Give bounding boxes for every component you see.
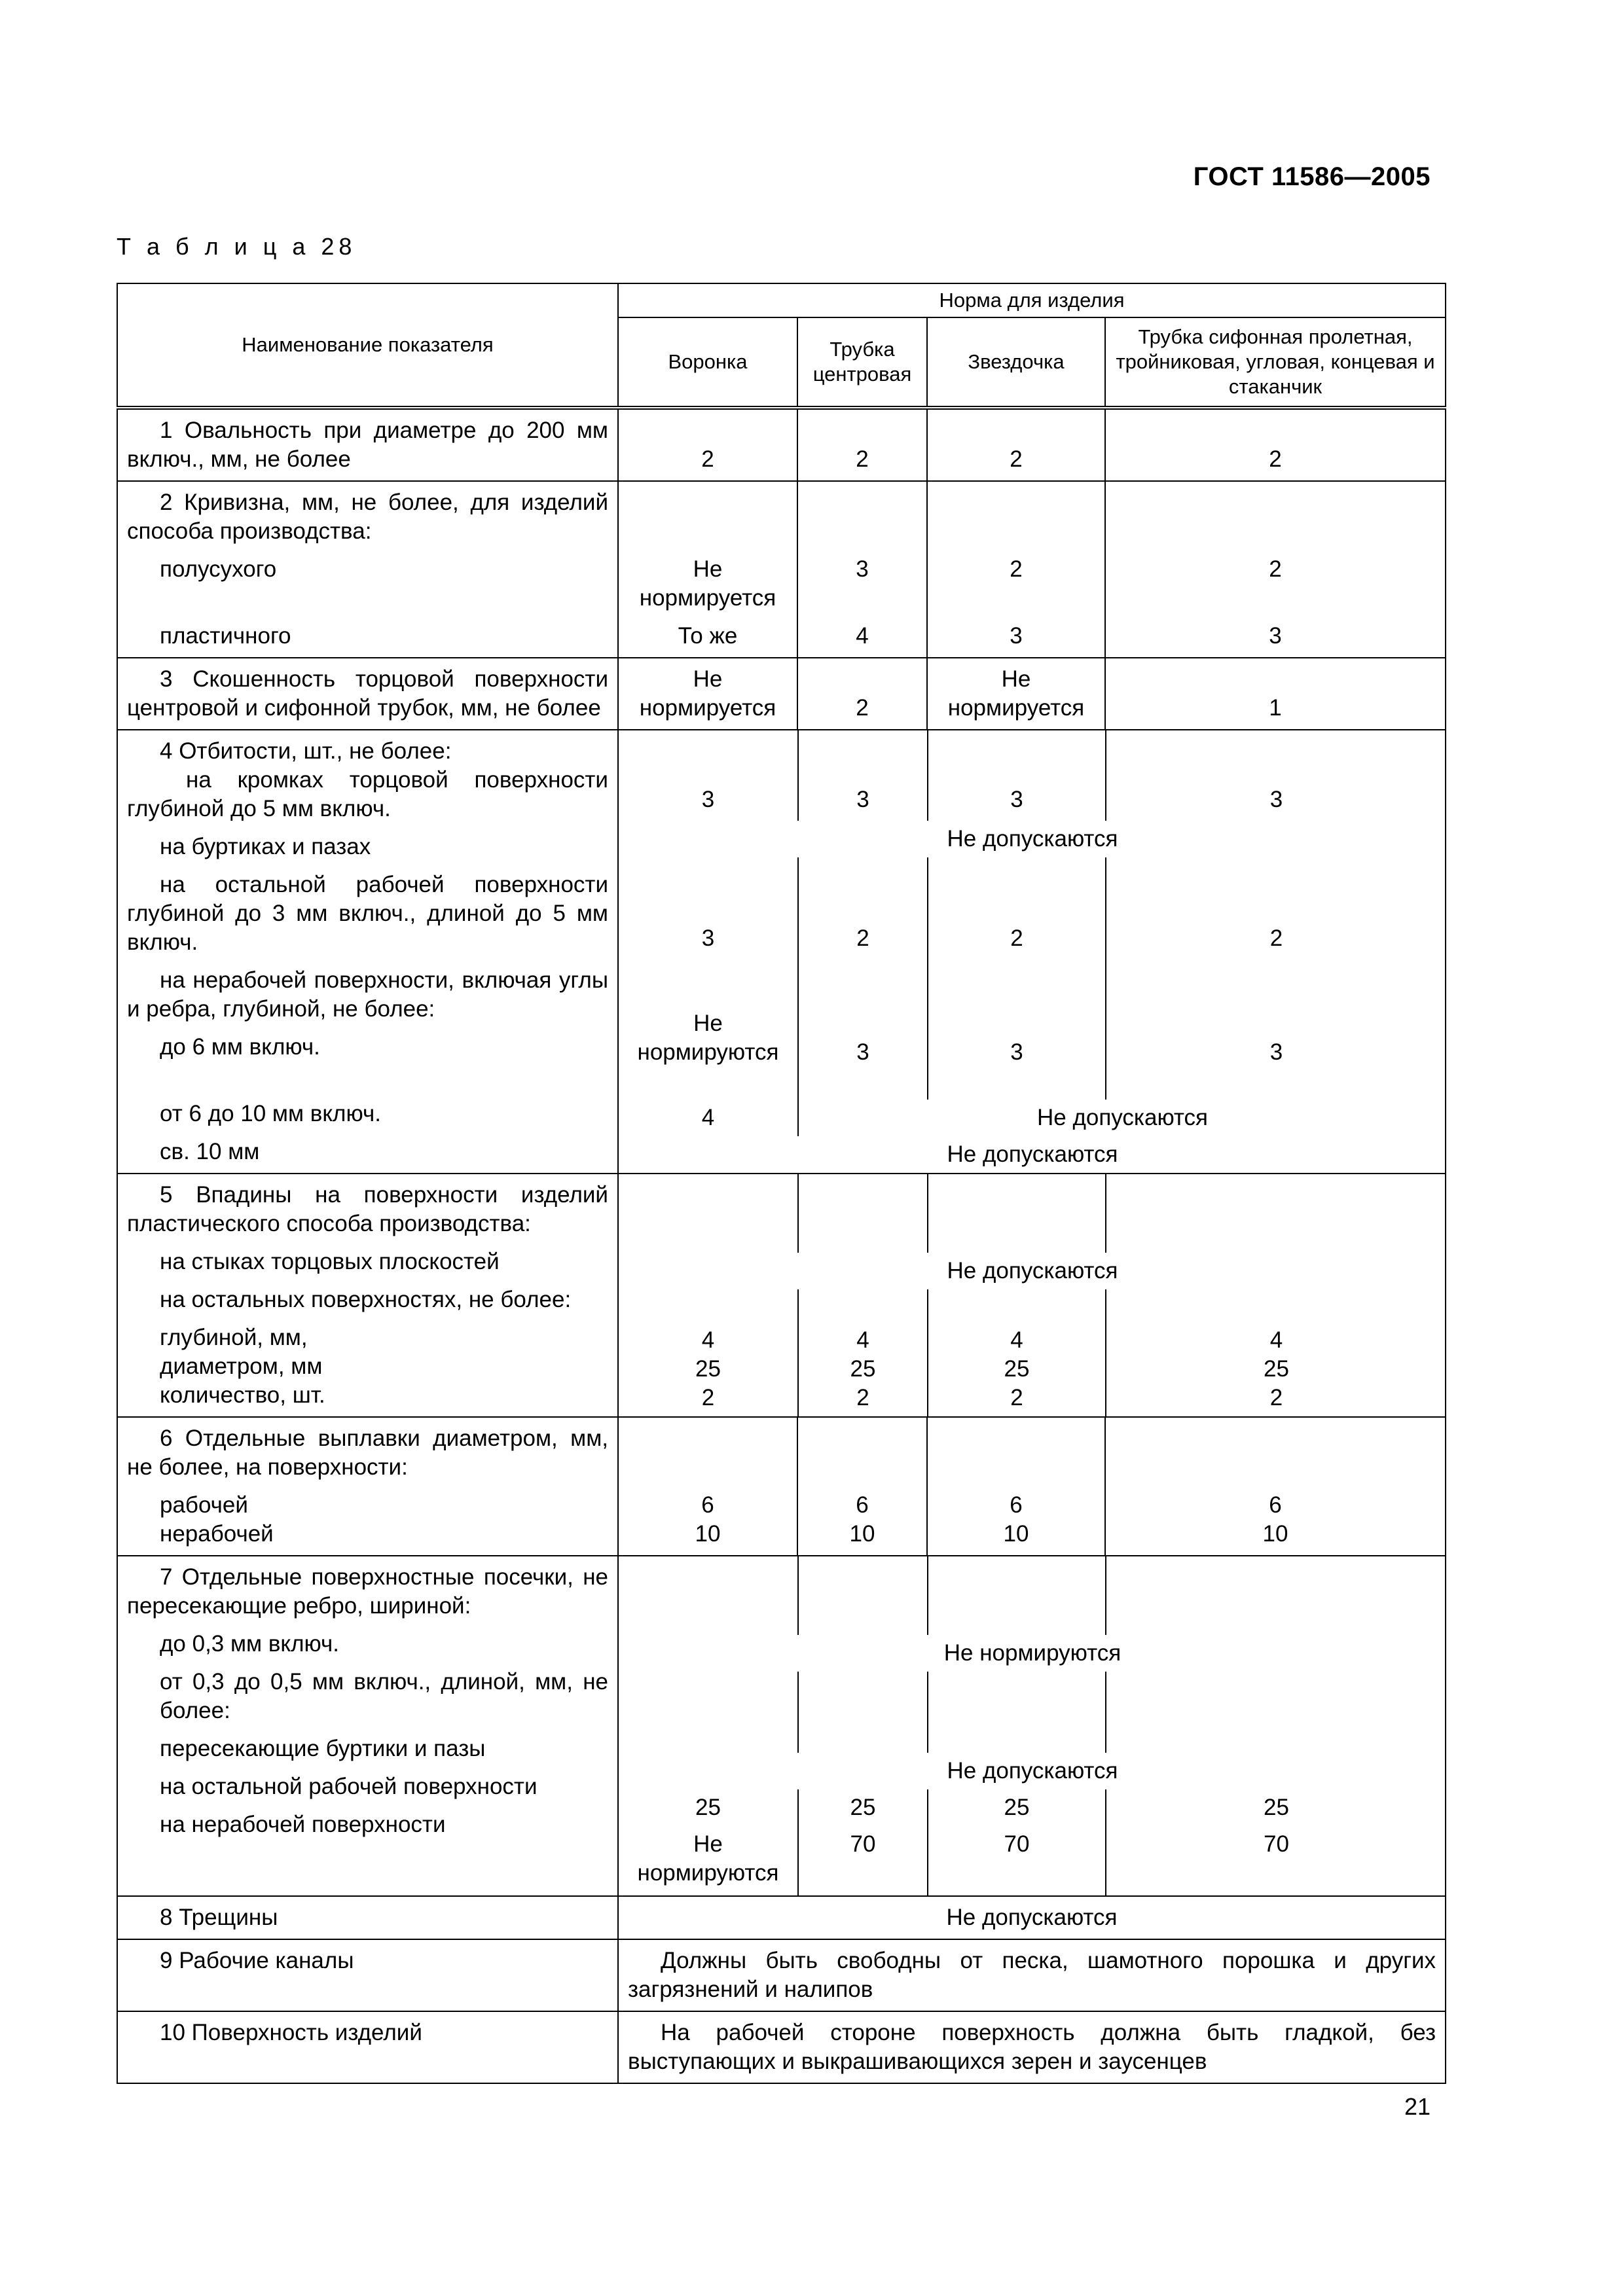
cell-value: Должны быть свободны от песка, шамотного порошка и других загрязнений и налипов [618,1939,1446,2011]
cell-group: Не допускаются 4 25 2 4 25 2 4 25 2 4 25 2 [618,1174,1446,1417]
table-row [117,1556,1446,1896]
cell-value: 6 10 [927,1417,1105,1556]
table-row [117,481,1446,658]
table-row [117,1417,1446,1556]
cell-value: 2 [927,408,1105,481]
col-header-star: Звездочка [927,317,1105,408]
cell-group: 3 3 3 3 Не допускаются 3 2 2 2 Не нормируются 3 3 3 4 Не допускаются Не допускаются [618,730,1446,1174]
row-name: 6 Отдельные выплавки диаметром, мм, не более, на поверхности: рабочей нерабочей [117,1417,618,1556]
table-row [117,408,1446,481]
cell-group: Не нормируются Не допускаются 25 25 25 25 Не нормируются 70 70 70 [618,1556,1446,1896]
row-name: 1 Овальность при диаметре до 200 мм включ., мм, не более [117,408,618,481]
table-row [117,658,1446,730]
row-name: 3 Скошенность торцовой поверхности центровой и сифонной трубок, мм, не более [117,658,618,730]
table-row [117,1939,1446,2011]
requirements-table [117,283,1446,2084]
table-caption: Т а б л и ц а 28 [117,233,357,260]
row-name: 9 Рабочие каналы [117,1939,618,2011]
col-header-funnel: Воронка [618,317,797,408]
cell-value: Не нормируется [927,658,1105,730]
row-name: 10 Поверхность изделий [117,2011,618,2083]
cell-value: 1 [1105,658,1446,730]
col-header-center-tube: Трубка центровая [797,317,927,408]
cell-value: 2 [797,408,927,481]
cell-value: Не нормируется То же [618,481,797,658]
col-header-siphon-tube: Трубка сифонная пролетная, тройниковая, угловая, концевая и стаканчик [1105,317,1446,408]
cell-value: 6 10 [797,1417,927,1556]
row-name: 7 Отдельные поверхностные посечки, не пересекающие ребро, шириной: до 0,3 мм включ. от 0,3 до 0,5 мм включ., длиной, мм, не более: пересекающие буртики и пазы на остальной рабочей поверхности на нерабочей поверхности [117,1556,618,1896]
cell-value: На рабочей стороне поверхность должна быть гладкой, без выступающих и выкрашивающихся зерен и заусенцев [618,2011,1446,2083]
row-name: 5 Впадины на поверхности изделий пластического способа производства: на стыках торцовых плоскостей на остальных поверхностях, не более: глубиной, мм, диаметром, мм количество, шт. [117,1174,618,1417]
cell-value: 3 4 [797,481,927,658]
col-header-norm: Норма для изделия [618,283,1446,317]
row-name: 4 Отбитости, шт., не более: на кромках торцовой поверхности глубиной до 5 мм включ. на буртиках и пазах на остальной рабочей поверхности глубиной до 3 мм включ., длиной до 5 мм включ. на нерабочей поверхности, включая углы и ребра, глубиной, не более: до 6 мм включ. от 6 до 10 мм включ. св. 10 мм [117,730,618,1174]
cell-value: 2 [1105,408,1446,481]
cell-value: 2 3 [1105,481,1446,658]
col-header-indicator: Наименование показателя [117,283,618,408]
cell-value: 2 [797,658,927,730]
table-row [117,1174,1446,1417]
row-name: 8 Трещины [117,1896,618,1939]
page-number: 21 [1404,2093,1431,2120]
cell-value: 6 10 [1105,1417,1446,1556]
document-code: ГОСТ 11586—2005 [1193,162,1431,191]
cell-value: 2 [618,408,797,481]
row-name: 2 Кривизна, мм, не более, для изделий способа производства: полусухого пластичного [117,481,618,658]
cell-value: 6 10 [618,1417,797,1556]
cell-value: Не нормируется [618,658,797,730]
table-row [117,730,1446,1174]
cell-value: Не допускаются [618,1896,1446,1939]
table-row [117,2011,1446,2083]
cell-value: 2 3 [927,481,1105,658]
table-row [117,1896,1446,1939]
